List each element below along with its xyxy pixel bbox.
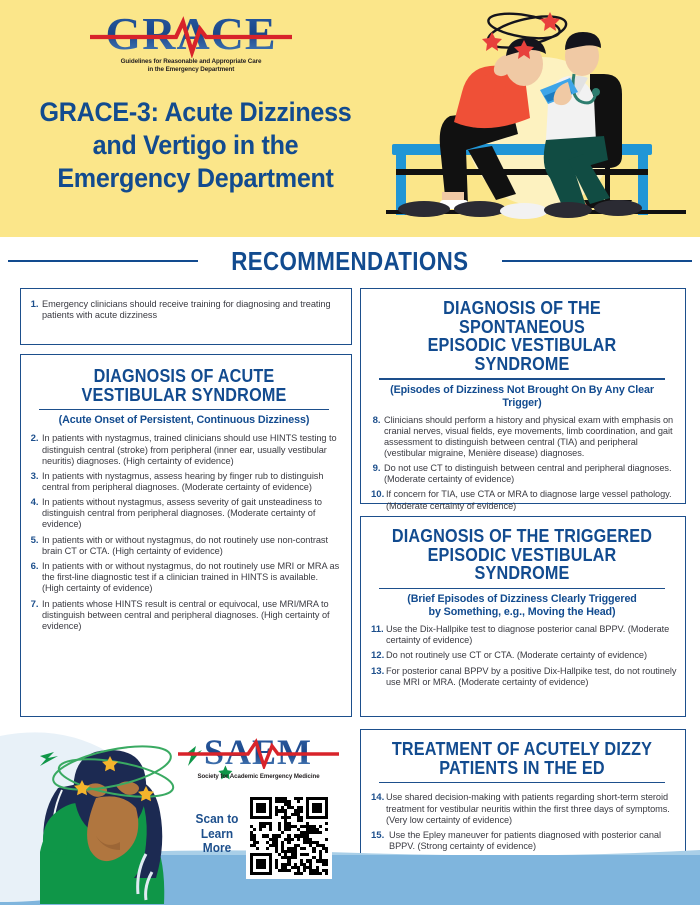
rec-text: If concern for TIA, use CTA or MRA to diagnose large vessel pathology. (Moderate certainty of evidence) [386, 489, 672, 511]
rec-number: 13. [371, 665, 385, 677]
page-title [21, 96, 370, 195]
rec-number: 9. [372, 463, 381, 475]
rec-number: 3. [30, 470, 39, 482]
rec-text: Clinicians should perform a history and physical exam with emphasis on cranial nerves, visual fields, eye movements, limb coordination, and gait assessment to distinguish between central (TIA) and peripheral (vestibular migraine, Menière disease) diagnoses. [384, 414, 674, 458]
box-title [43, 367, 326, 404]
box-subtitle: (Acute Onset of Persistent, Continuous Dizziness) [58, 414, 310, 427]
rec-number: 5. [30, 534, 39, 546]
list-item [371, 624, 677, 646]
box-title-line1: DIAGNOSIS OF THE TRIGGERED [391, 526, 653, 546]
rec-text: In patients without nystagmus, assess severity of gait unsteadiness to distinguish central from peripheral diagnoses. (Moderate certainty of evidence) [42, 497, 322, 530]
rec-text: In patients with nystagmus, assess hearing by finger rub to distinguish central from peripheral diagnoses. (Moderate certainty of evidence) [42, 470, 324, 493]
box-intro [20, 288, 352, 345]
rec-text: In patients with nystagmus, trained clinicians should use HINTS testing to distinguish central (stroke) from peripheral (inner ear, usually vestibular neuritis) diagnoses. (High certainty of evidence) [42, 433, 337, 466]
qr-code[interactable] [246, 793, 332, 879]
rec-number: 12. [371, 650, 385, 662]
scan-label [188, 812, 247, 856]
rec-number: 11. [371, 623, 384, 635]
rec-number: 10. [371, 489, 385, 501]
box-divider [379, 588, 665, 589]
svg-text:SAEM: SAEM [203, 735, 313, 769]
rec-number: 8. [372, 414, 381, 426]
saem-tagline: Society for Academic Emergency Medicine [197, 773, 320, 780]
recommendations-bar [0, 240, 700, 282]
rec-number: 7. [30, 598, 39, 610]
rec-text: In patients with or without nystagmus, do not routinely use non-contrast brain CT or CTA. (High certainty of evidence) [42, 534, 328, 556]
rec-text: Use the Epley maneuver for patients diagnosed with posterior canal BPPV. (Strong certainty of evidence) [389, 829, 661, 852]
header-banner [0, 0, 700, 237]
list-item [29, 299, 339, 321]
grace-wordmark-svg [88, 12, 294, 58]
list-item [371, 489, 677, 511]
list-item [29, 561, 341, 594]
rec-number: 14. [371, 792, 385, 804]
treatment-list [367, 792, 677, 852]
box-title [383, 527, 662, 583]
list-item [371, 415, 677, 459]
rec-number: 15. [371, 829, 385, 841]
rec-text: In patients with or without nystagmus, do not routinely use MRI or MRA as the first-line diagnostic test if a clinician trained in HINTS is available. (High certainty of evidence) [42, 561, 340, 594]
page-title-line2: and Vertigo in the [92, 130, 299, 160]
list-item [371, 792, 677, 825]
list-item [29, 535, 341, 557]
box-acute-vestibular [20, 354, 352, 717]
intro-list [29, 299, 339, 321]
box-spontaneous-episodic [360, 288, 686, 511]
grace-logo [88, 12, 294, 78]
svg-text:GRACE: GRACE [105, 12, 277, 58]
box-subtitle: (Episodes of Dizziness Not Brought On By Any Clear Trigger) [390, 383, 654, 409]
section-title: RECOMMENDATIONS [231, 245, 469, 276]
spontaneous-episodic-list [367, 415, 677, 512]
hero-illustration [372, 4, 700, 234]
qr-code-grid [250, 797, 328, 875]
rec-text: Emergency clinicians should receive training for diagnosing and treating patients with acute dizziness [42, 299, 331, 321]
grace-wordmark [88, 12, 294, 58]
rec-number: 2. [30, 433, 39, 445]
rec-text: Use the Dix-Hallpike test to diagnose posterior canal BPPV. (Moderate certainty of evidence) [386, 623, 670, 646]
box-title-line2: EPISODIC VESTIBULAR SYNDROME [427, 544, 617, 584]
list-item [29, 497, 341, 530]
box-title-line1: TREATMENT OF ACUTELY DIZZY [391, 739, 653, 759]
box-divider [379, 378, 665, 379]
list-item [29, 471, 341, 493]
box-subtitle [376, 593, 667, 619]
grace-tagline [88, 58, 294, 75]
rec-number: 1. [30, 299, 39, 310]
list-item [371, 650, 677, 661]
saem-wordmark-svg [176, 735, 341, 769]
divider-line-right [502, 260, 692, 262]
rec-text: For posterior canal BPPV by a positive Dix-Hallpike test, do not routinely use MRI or MRA. (Moderate certainty of evidence) [386, 665, 677, 687]
rec-number: 6. [30, 561, 39, 573]
box-title-line2: VESTIBULAR SYNDROME [81, 384, 287, 405]
grace-tagline-line2: in the Emergency Department [147, 66, 235, 74]
rec-text: In patients whose HINTS result is central or equivocal, use MRI/MRA to distinguish between central and peripheral diagnoses. (High certainty of evidence) [42, 598, 330, 631]
list-item [29, 599, 341, 632]
box-title [383, 740, 662, 777]
page-title-line1: GRACE-3: Acute Dizziness [39, 97, 352, 127]
box-subtitle-line2: by Something, e.g., Moving the Head) [428, 605, 616, 618]
box-title-line2: EPISODIC VESTIBULAR SYNDROME [427, 335, 617, 374]
grace-tagline-line1: Guidelines for Reasonable and Appropriate Care [120, 58, 262, 65]
box-title-line1: DIAGNOSIS OF ACUTE [93, 366, 275, 386]
box-divider [39, 409, 329, 410]
list-item [371, 463, 677, 485]
box-subtitle-line1: (Brief Episodes of Dizziness Clearly Triggered [407, 592, 637, 605]
scan-label-line1: Scan to [195, 812, 239, 826]
rec-text: Do not routinely use CT or CTA. (Moderate certainty of evidence) [386, 650, 647, 661]
scan-label-line2: Learn More [200, 826, 234, 855]
list-item [29, 433, 341, 466]
rec-text: Use shared decision-making with patients regarding short-term steroid treatment for vestibular neuritis within the first three days of symptoms. (Very low certainty of evidence) [386, 792, 670, 825]
triggered-episodic-list [367, 624, 677, 688]
page-title-line3: Emergency Department [57, 163, 334, 193]
box-title [383, 299, 662, 373]
rec-number: 4. [30, 497, 39, 509]
box-title-line2: PATIENTS IN THE ED [439, 757, 605, 778]
divider-line-left [8, 260, 198, 262]
rec-text: Do not use CT to distinguish between central and peripheral diagnoses. (Moderate certainty of evidence) [384, 463, 672, 485]
acute-vestibular-list [27, 433, 341, 631]
box-divider [379, 782, 665, 783]
box-title-line1: DIAGNOSIS OF THE SPONTANEOUS [443, 298, 601, 337]
list-item [371, 666, 677, 688]
saem-logo [176, 735, 341, 781]
box-triggered-episodic [360, 516, 686, 717]
